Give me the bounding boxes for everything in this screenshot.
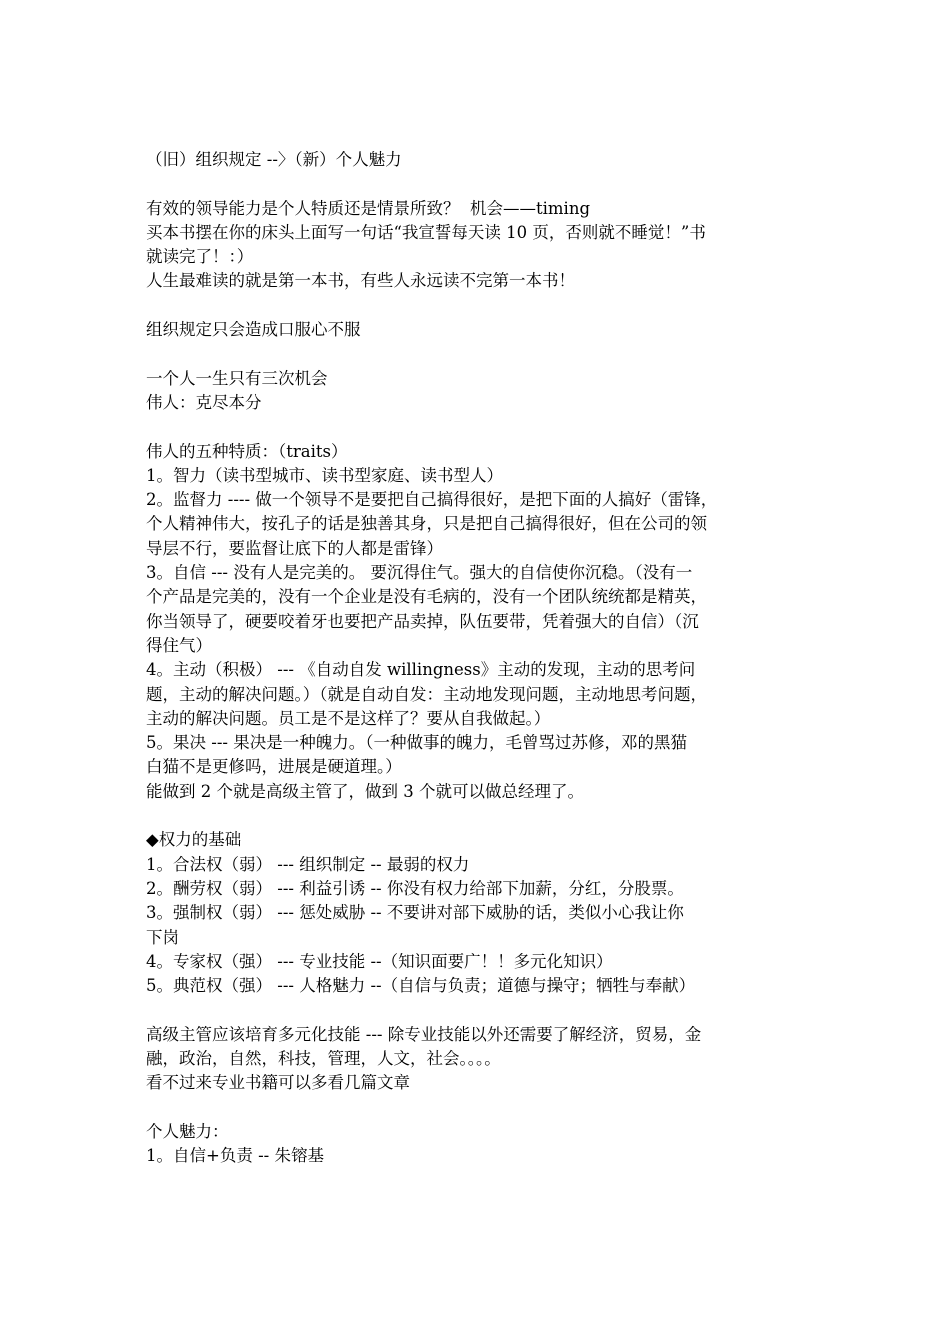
text-line: 高级主管应该培育多元化技能 --- 除专业技能以外还需要了解经济，贸易，金 [146, 1024, 702, 1044]
section-heading-charisma: 个人魅力： [146, 1121, 229, 1141]
heading-old-vs-new: （旧）组织规定 --〉（新）个人魅力 [146, 150, 402, 169]
document-body [146, 148, 816, 1168]
text-line: 人生最难读的就是第一本书，有些人永远读不完第一本书！ [146, 271, 575, 291]
text-line: 下岗 [146, 927, 179, 947]
blank-line [146, 415, 816, 439]
text-line: 就读完了！：） [146, 247, 254, 267]
blank-line [146, 294, 816, 318]
section-heading-power: ◆权力的基础 [146, 830, 242, 850]
list-item: 4。专家权（强） --- 专业技能 --（知识面要广！！多元化知识） [146, 951, 613, 971]
blank-line [146, 998, 816, 1022]
list-item: 2。监督力 ---- 做一个领导不是要把自己搞得很好，是把下面的人搞好（雷锋， [146, 490, 718, 510]
section-heading-traits: 伟人的五种特质：（traits） [146, 441, 348, 461]
blank-line [146, 342, 816, 366]
text-line: 组织规定只会造成口服心不服 [146, 320, 361, 340]
list-item: 3。自信 --- 没有人是完美的。 要沉得住气。强大的自信使你沉稳。（没有一 [146, 563, 693, 583]
text-line: 买本书摆在你的床头上面写一句话“我宣誓每天读 10 页，否则就不睡觉！”书 [146, 222, 706, 242]
list-item: 2。酬劳权（弱） --- 利益引诱 -- 你没有权力给部下加薪，分红，分股票。 [146, 878, 684, 898]
text-line: 导层不行，要监督让底下的人都是雷锋） [146, 538, 443, 558]
text-line: 一个人一生只有三次机会 [146, 368, 328, 388]
list-item: 5。典范权（强） --- 人格魅力 --（自信与负责；道德与操守；牺牲与奉献） [146, 976, 696, 996]
text-line: 主动的解决问题。员工是不是这样了？要从自我做起。） [146, 708, 551, 728]
text-line: 看不过来专业书籍可以多看几篇文章 [146, 1073, 410, 1093]
text-line: 你当领导了，硬要咬着牙也要把产品卖掉，队伍要带，凭着强大的自信）（沉 [146, 611, 699, 631]
text-line: 融，政治，自然，科技，管理，人文，社会。。。。 [146, 1048, 501, 1068]
blank-line [146, 804, 816, 828]
text-line: 能做到 2 个就是高级主管了，做到 3 个就可以做总经理了。 [146, 781, 584, 801]
text-line: 白猫不是更修吗，进展是硬道理。） [146, 757, 402, 777]
text-line: 伟人：克尽本分 [146, 392, 262, 412]
list-item: 3。强制权（弱） --- 惩处威胁 -- 不要讲对部下威胁的话，类似小心我让你 [146, 903, 684, 923]
text-line: 题，主动的解决问题。）（就是自动自发：主动地发现问题，主动地思考问题， [146, 684, 707, 704]
list-item: 4。主动（积极） --- 《自动自发 willingness》主动的发现，主动的思考问 [146, 660, 696, 680]
text-line: 得住气） [146, 635, 212, 655]
list-item: 1。智力（读书型城市、读书型家庭、读书型人） [146, 465, 503, 485]
text-line: 个人精神伟大，按孔子的话是独善其身，只是把自己搞得很好，但在公司的领 [146, 514, 707, 534]
text-line: 有效的领导能力是个人特质还是情景所致？ 机会——timing [146, 198, 591, 218]
text-line: 个产品是完美的，没有一个企业是没有毛病的，没有一个团队统统都是精英， [146, 587, 707, 607]
list-item: 1。合法权（弱） --- 组织制定 -- 最弱的权力 [146, 854, 470, 874]
blank-line [146, 172, 816, 196]
blank-line [146, 1096, 816, 1120]
list-item: 5。果决 --- 果决是一种魄力。（一种做事的魄力，毛曾骂过苏修，邓的黑猫 [146, 733, 687, 753]
list-item: 1。自信+负责 -- 朱镕基 [146, 1146, 324, 1166]
